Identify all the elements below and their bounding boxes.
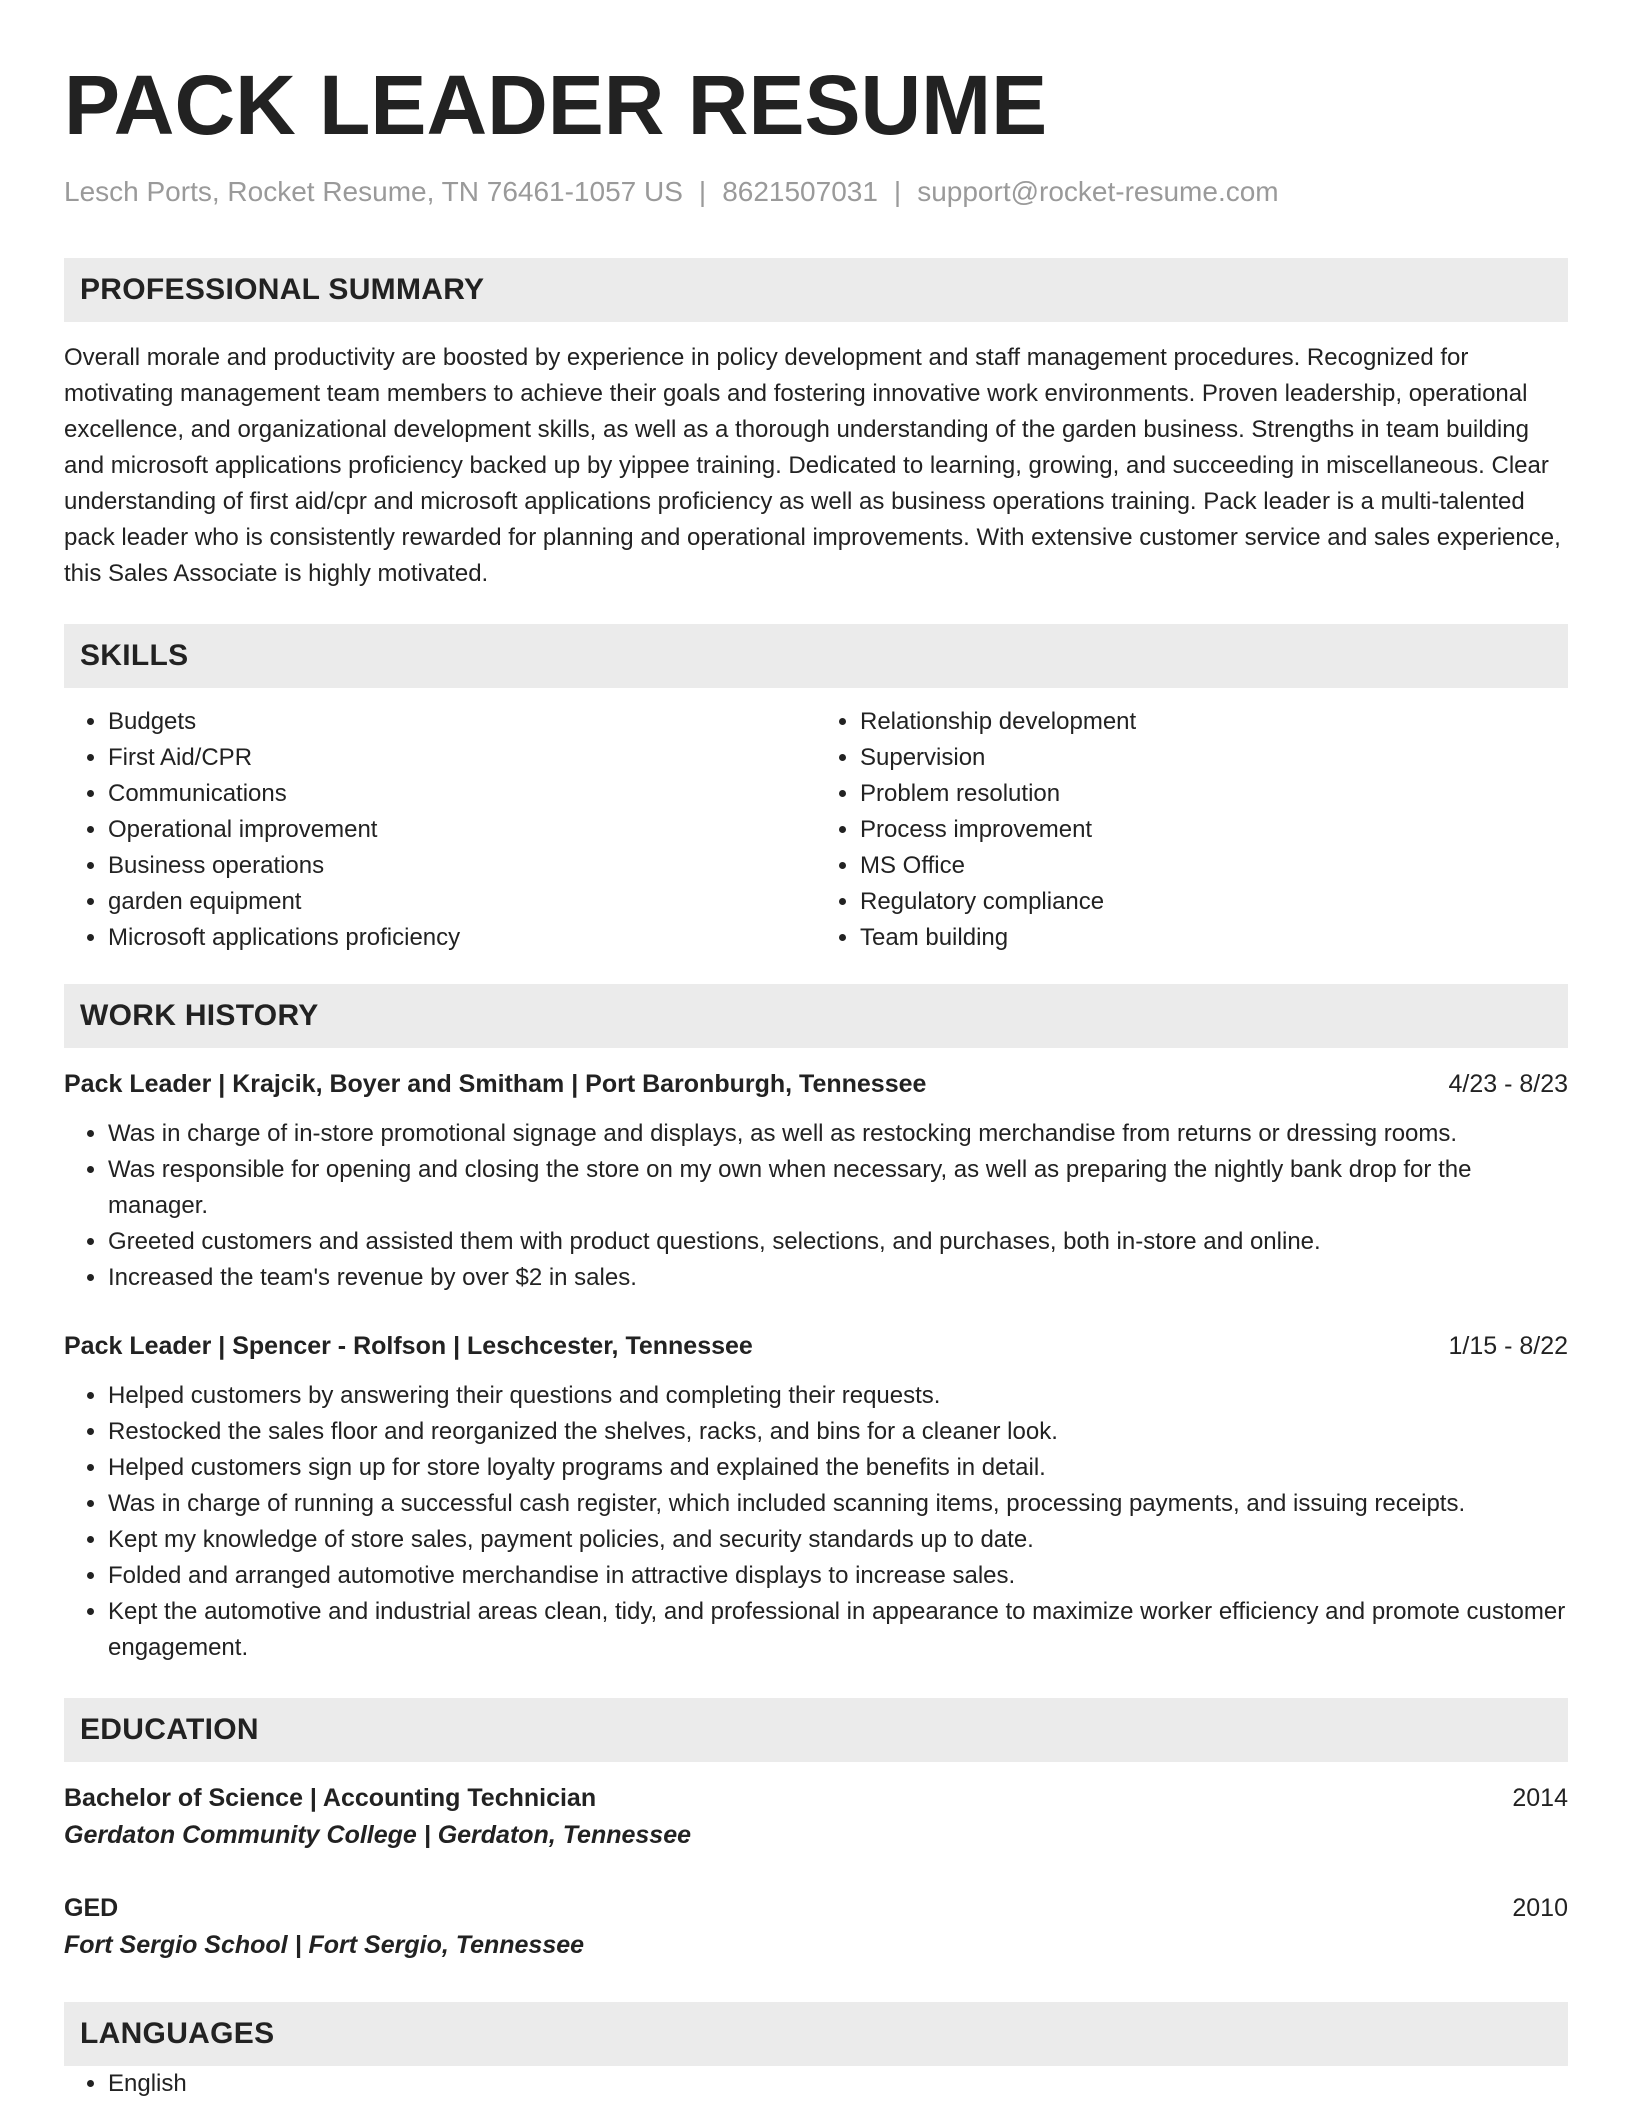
education-degree: Bachelor of Science | Accounting Technician [64, 1784, 597, 1812]
education-school: Gerdaton Community College | Gerdaton, Tennessee [64, 1821, 692, 1849]
job-bullet: • Helped customers sign up for store loyalty programs and explained the benefits in detail. [108, 1450, 1568, 1486]
contact-separator: | [893, 176, 902, 207]
skill-item: • garden equipment [108, 884, 816, 920]
skills-column-left [64, 704, 816, 956]
education-header [64, 1890, 1568, 1926]
job-dates: 1/15 - 8/22 [1448, 1332, 1568, 1360]
skill-item: • First Aid/CPR [108, 740, 816, 776]
skill-item: • Team building [860, 920, 1568, 956]
job-dates: 4/23 - 8/23 [1448, 1070, 1568, 1098]
job-bullet: • Increased the team's revenue by over $2 in sales. [108, 1260, 1568, 1296]
skill-item: • Problem resolution [860, 776, 1568, 812]
skill-item: • MS Office [860, 848, 1568, 884]
skill-item: • Supervision [860, 740, 1568, 776]
contact-line [64, 174, 1568, 210]
education-school: Fort Sergio School | Fort Sergio, Tennessee [64, 1931, 585, 1959]
job-bullet: • Restocked the sales floor and reorganized the shelves, racks, and bins for a cleaner look. [108, 1414, 1568, 1450]
languages-list [64, 2066, 1568, 2102]
summary-text: Overall morale and productivity are boosted by experience in policy development and staff management procedures. Recognized for motivating management team members to achieve their goals and fostering innovative work environments. Proven leadership, operational excellence, and organizational development skills, as well as a thorough understanding of the garden business. Strengths in team building and microsoft applications proficiency backed up by yippee training. Dedicated to learning, growing, and succeeding in miscellaneous. Clear understanding of first aid/cpr and microsoft applications proficiency as well as business operations training. Pack leader is a multi-talented pack leader who is consistently rewarded for planning and operational improvements. With extensive customer service and sales experience, this Sales Associate is highly motivated. [64, 344, 1561, 587]
job-entry [64, 1328, 1568, 1666]
skill-item: • Microsoft applications proficiency [108, 920, 816, 956]
job-entry [64, 1066, 1568, 1296]
section-heading-languages: LANGUAGES [64, 2002, 1568, 2066]
contact-email[interactable]: support@rocket-resume.com [917, 176, 1279, 207]
skill-item: • Communications [108, 776, 816, 812]
job-bullet: • Was responsible for opening and closing the store on my own when necessary, as well as preparing the nightly bank drop for the manager. [108, 1152, 1568, 1224]
contact-separator: | [698, 176, 707, 207]
skill-item: • Business operations [108, 848, 816, 884]
job-title: Pack Leader | Spencer - Rolfson | Leschcester, Tennessee [64, 1332, 753, 1360]
job-bullets [64, 1116, 1568, 1296]
skill-item: • Regulatory compliance [860, 884, 1568, 920]
language-item: • English [108, 2066, 1568, 2102]
skill-item: • Operational improvement [108, 812, 816, 848]
education-year: 2014 [1512, 1784, 1568, 1812]
job-bullet: • Was in charge of running a successful cash register, which included scanning items, processing payments, and issuing receipts. [108, 1486, 1568, 1522]
skills-column-right [816, 704, 1568, 956]
job-header [64, 1328, 1568, 1364]
job-bullets [64, 1378, 1568, 1666]
job-bullet: • Kept the automotive and industrial areas clean, tidy, and professional in appearance to maximize worker efficiency and promote customer engagement. [108, 1594, 1568, 1666]
skill-item: • Budgets [108, 704, 816, 740]
education-entry [64, 1780, 1568, 1854]
section-heading-skills: SKILLS [64, 624, 1568, 688]
contact-address: Lesch Ports, Rocket Resume, TN 76461-1057 US [64, 176, 683, 207]
skill-item: • Process improvement [860, 812, 1568, 848]
job-bullet: • Was in charge of in-store promotional signage and displays, as well as restocking merchandise from returns or dressing rooms. [108, 1116, 1568, 1152]
education-degree: GED [64, 1894, 119, 1922]
job-bullet: • Kept my knowledge of store sales, payment policies, and security standards up to date. [108, 1522, 1568, 1558]
contact-phone: 8621507031 [722, 176, 878, 207]
resume-title: PACK LEADER RESUME [64, 58, 1048, 152]
skills-list [64, 704, 1568, 956]
skill-item: • Relationship development [860, 704, 1568, 740]
job-header [64, 1066, 1568, 1102]
education-year: 2010 [1512, 1894, 1568, 1922]
job-title: Pack Leader | Krajcik, Boyer and Smitham | Port Baronburgh, Tennessee [64, 1070, 927, 1098]
section-heading-summary: PROFESSIONAL SUMMARY [64, 258, 1568, 322]
section-heading-education: EDUCATION [64, 1698, 1568, 1762]
job-bullet: • Folded and arranged automotive merchandise in attractive displays to increase sales. [108, 1558, 1568, 1594]
job-bullet: • Greeted customers and assisted them with product questions, selections, and purchases, both in-store and online. [108, 1224, 1568, 1260]
job-bullet: • Helped customers by answering their questions and completing their requests. [108, 1378, 1568, 1414]
section-heading-work-history: WORK HISTORY [64, 984, 1568, 1048]
education-entry [64, 1890, 1568, 1964]
education-header [64, 1780, 1568, 1816]
